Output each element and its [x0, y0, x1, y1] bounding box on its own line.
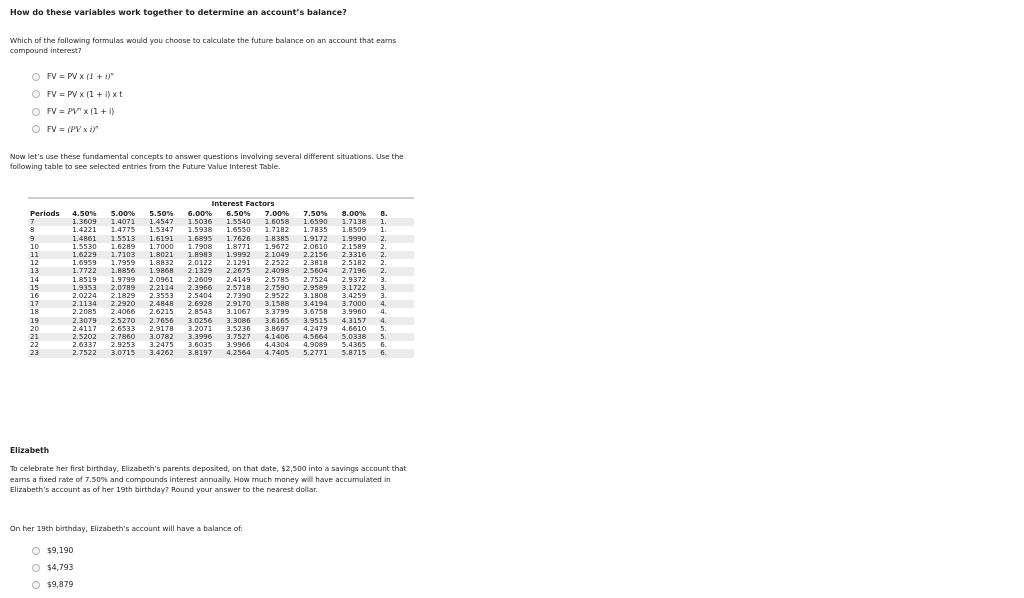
table-caption: Interest Factors: [72, 199, 414, 210]
factor-cell: 3.0782: [149, 333, 188, 341]
factor-cell: 1.8519: [72, 275, 97, 284]
factor-cell: 2.: [380, 242, 387, 251]
factor-cell: 6.: [380, 341, 387, 350]
factor-cell: 2.3316: [342, 251, 381, 259]
factor-cell: 1.8856: [111, 267, 150, 275]
factor-cell: 2.0961: [149, 275, 174, 284]
factor-cell: 4.7405: [265, 349, 304, 357]
factor-cell: 6.: [380, 349, 414, 357]
factor-cell: 1.6229: [72, 251, 111, 259]
factor-cell: 1.4861: [72, 235, 111, 243]
factor-cell: 4.: [380, 300, 414, 308]
factor-cell: 1.5347: [149, 226, 174, 235]
factor-cell: 2.: [380, 235, 414, 243]
factor-cell: 1.7103: [111, 251, 150, 259]
question-title: How do these variables work together to determine an account’s balance?: [10, 8, 347, 17]
factor-cell: 5.0338: [342, 333, 381, 341]
factor-cell: 1.9353: [72, 284, 111, 292]
factor-cell: 1.5530: [72, 242, 97, 251]
factor-cell: 5.8715: [342, 349, 381, 357]
formula-options: [32, 68, 122, 138]
radio-button[interactable]: [32, 90, 40, 98]
factor-cell: 1.9799: [110, 275, 136, 284]
factor-cell: 3.4262: [149, 349, 188, 357]
table-row: [28, 349, 414, 357]
factor-cell: 3.6758: [303, 308, 328, 317]
period-cell: 11: [28, 251, 72, 259]
radio-button[interactable]: [32, 581, 40, 589]
factor-cell: 1.4547: [149, 218, 188, 226]
factor-cell: 3.1808: [303, 292, 328, 301]
period-cell: 9: [28, 235, 72, 243]
factor-cell: 1.7626: [226, 235, 265, 243]
factor-cell: 3.1067: [226, 308, 251, 317]
factor-cell: 2.9170: [226, 300, 265, 308]
radio-button[interactable]: [32, 73, 40, 81]
factor-cell: 2.9253: [110, 341, 136, 350]
table-row: [28, 325, 414, 333]
factor-cell: 2.7196: [342, 267, 381, 275]
factor-cell: 4.5664: [303, 333, 342, 341]
factor-cell: 4.3157: [342, 317, 381, 325]
factor-cell: 4.4304: [264, 341, 290, 350]
answer-label: $9,190: [47, 546, 74, 555]
factor-cell: 1.: [380, 226, 387, 235]
table-row: [28, 333, 414, 341]
factor-cell: 2.1589: [341, 242, 367, 251]
factor-cell: 2.1049: [265, 251, 304, 259]
factor-cell: 1.9992: [226, 251, 265, 259]
factor-cell: 1.3609: [72, 218, 111, 226]
factor-cell: 2.7656: [149, 317, 188, 325]
radio-button[interactable]: [32, 125, 40, 133]
table-row: [28, 259, 414, 267]
factor-cell: 3.1588: [265, 300, 304, 308]
factor-cell: 2.8543: [187, 308, 213, 317]
factor-cell: 2.3966: [188, 284, 227, 292]
factor-cell: 2.9522: [264, 292, 290, 301]
factor-cell: 2.1329: [188, 267, 227, 275]
radio-button[interactable]: [32, 108, 40, 116]
table-header-periods: Periods: [30, 210, 60, 218]
table-row: [28, 235, 414, 243]
factor-cell: 2.7524: [303, 275, 328, 284]
factor-cell: 1.4775: [110, 226, 136, 235]
factor-cell: 1.6550: [226, 226, 251, 235]
table-row: [28, 300, 414, 308]
table-row: [28, 341, 414, 349]
factor-cell: 2.4098: [265, 267, 304, 275]
factor-cell: 2.0610: [303, 242, 328, 251]
factor-cell: 1.7722: [72, 267, 111, 275]
factor-cell: 1.6590: [303, 218, 342, 226]
factor-cell: 2.5270: [111, 317, 150, 325]
factor-cell: 2.: [380, 251, 414, 259]
table-row: [28, 276, 414, 284]
formula-option[interactable]: [32, 121, 122, 139]
factor-cell: 1.5513: [111, 235, 150, 243]
answer-option[interactable]: [32, 542, 73, 559]
table-row: [28, 243, 414, 251]
table-header-rate: 8.00%: [341, 210, 366, 218]
factor-cell: 2.5182: [341, 259, 367, 268]
factor-cell: 3.3799: [264, 308, 290, 317]
factor-cell: 2.2920: [111, 300, 150, 308]
table-caption-spacer: [28, 199, 72, 210]
factor-cell: 2.5202: [72, 333, 111, 341]
radio-button[interactable]: [32, 564, 40, 572]
period-cell: 20: [30, 324, 39, 333]
interest-factors-table: [28, 199, 414, 358]
factor-cell: 2.7590: [265, 284, 304, 292]
formula-option[interactable]: [32, 103, 122, 121]
factor-cell: 2.0122: [187, 259, 213, 268]
factor-cell: 2.: [380, 267, 414, 275]
factor-cell: 4.: [380, 308, 387, 317]
factor-cell: 2.7390: [226, 292, 251, 301]
factor-cell: 3.: [380, 275, 387, 284]
factor-cell: 2.1134: [72, 300, 111, 308]
factor-cell: 1.5938: [187, 226, 213, 235]
factor-cell: 2.9372: [341, 275, 367, 284]
factor-cell: 3.: [380, 284, 414, 292]
factor-cell: 1.8771: [226, 242, 251, 251]
factor-cell: 2.7522: [72, 349, 111, 357]
factor-cell: 2.2609: [187, 275, 213, 284]
balance-prompt: On her 19th birthday, Elizabeth’s account will have a balance of:: [10, 524, 243, 533]
formula-text: FV = (PV x i)$^n$: [47, 124, 99, 134]
factor-cell: 3.2475: [149, 341, 174, 350]
formula-option[interactable]: [32, 86, 122, 104]
table-header-rate: 5.00%: [110, 210, 135, 218]
factor-cell: 3.6035: [187, 341, 213, 350]
factor-cell: 5.: [380, 324, 387, 333]
factor-cell: 3.9960: [341, 308, 367, 317]
table-header-rate: 6.00%: [187, 210, 212, 218]
factor-cell: 1.9172: [303, 235, 342, 243]
factor-cell: 1.8832: [149, 259, 174, 268]
factor-cell: 2.4848: [149, 300, 188, 308]
factor-cell: 1.7000: [149, 242, 174, 251]
factor-cell: 2.2156: [303, 251, 342, 259]
factor-cell: 1.5540: [226, 218, 265, 226]
factor-cell: 3.8197: [188, 349, 227, 357]
table-intro-text: Now let’s use these fundamental concepts to answer questions involving several different situations. Use the following table to see selected entries from the Future Value Interest Table.: [10, 152, 404, 171]
period-cell: 19: [28, 317, 72, 325]
factor-cell: 1.9868: [149, 267, 188, 275]
factor-cell: 3.8697: [264, 324, 290, 333]
factor-cell: 2.2522: [264, 259, 290, 268]
period-cell: 15: [28, 284, 72, 292]
factor-cell: 1.: [380, 218, 414, 226]
table-body: [28, 218, 414, 357]
factor-cell: 4.6610: [341, 324, 367, 333]
formula-text: FV = $PV^n$ x (1 + i): [47, 106, 115, 117]
factor-cell: 3.7527: [226, 333, 265, 341]
factor-cell: 2.4149: [226, 275, 251, 284]
factor-cell: 1.4071: [111, 218, 150, 226]
factor-cell: 3.4194: [303, 300, 342, 308]
factor-cell: 3.5236: [226, 324, 251, 333]
table-row: [28, 284, 414, 292]
factor-cell: 1.4221: [72, 226, 97, 235]
factor-cell: 1.8021: [149, 251, 188, 259]
factor-cell: 1.7835: [303, 226, 328, 235]
factor-cell: 3.0715: [111, 349, 150, 357]
factor-cell: 3.7000: [342, 300, 381, 308]
answer-label: $9,879: [47, 580, 74, 589]
factor-cell: 1.6895: [188, 235, 227, 243]
table-row: [28, 218, 414, 226]
factor-cell: 1.6289: [110, 242, 136, 251]
factor-cell: 3.0256: [188, 317, 227, 325]
factor-cell: 2.5604: [303, 267, 342, 275]
table-header-rate: 8.: [380, 210, 388, 218]
factor-cell: 3.3086: [226, 317, 265, 325]
factor-cell: 1.8983: [188, 251, 227, 259]
factor-cell: 3.2071: [187, 324, 213, 333]
factor-cell: 1.6191: [149, 235, 188, 243]
factor-cell: 2.3079: [72, 317, 111, 325]
period-cell: 8: [30, 226, 35, 235]
factor-cell: 4.2479: [303, 324, 328, 333]
radio-button[interactable]: [32, 547, 40, 555]
period-cell: 23: [28, 349, 72, 357]
factor-cell: 3.6165: [265, 317, 304, 325]
factor-cell: 2.4066: [110, 308, 136, 317]
period-cell: 7: [28, 218, 72, 226]
table-row: [28, 267, 414, 275]
period-cell: 17: [28, 300, 72, 308]
table-row: [28, 317, 414, 325]
table-header-rate: 5.50%: [149, 210, 174, 218]
factor-cell: 4.: [380, 317, 414, 325]
table-header-rate: 4.50%: [72, 210, 97, 218]
formula-question-text: Which of the following formulas would you choose to calculate the future balance on an account that earns compound interest?: [10, 36, 397, 55]
factor-cell: 1.9672: [264, 242, 290, 251]
factor-cell: 2.5404: [187, 292, 213, 301]
factor-cell: 2.7860: [111, 333, 150, 341]
table-header-rate: 7.00%: [264, 210, 289, 218]
period-cell: 21: [28, 333, 72, 341]
factor-cell: 1.6959: [72, 259, 97, 268]
section-title: Elizabeth: [10, 446, 50, 455]
period-cell: 16: [30, 292, 39, 301]
factor-cell: 2.1829: [110, 292, 136, 301]
factor-cell: 5.4365: [341, 341, 367, 350]
table-row: [28, 251, 414, 259]
answer-label: $4,793: [47, 563, 74, 572]
factor-cell: 5.: [380, 333, 414, 341]
answer-options: [32, 542, 73, 593]
factor-cell: 3.9515: [303, 317, 342, 325]
factor-cell: 1.7959: [110, 259, 136, 268]
factor-cell: 3.3996: [188, 333, 227, 341]
table-row: [28, 292, 414, 300]
factor-cell: 1.6058: [265, 218, 304, 226]
period-cell: 13: [28, 267, 72, 275]
answer-option[interactable]: [32, 576, 73, 593]
factor-cell: 1.5036: [188, 218, 227, 226]
factor-cell: 2.: [380, 259, 387, 268]
factor-cell: 5.2771: [303, 349, 342, 357]
factor-cell: 4.1406: [265, 333, 304, 341]
factor-cell: 2.2085: [72, 308, 97, 317]
period-cell: 12: [30, 259, 39, 268]
interest-table-scroll[interactable]: [28, 197, 414, 358]
factor-cell: 2.4117: [72, 324, 97, 333]
factor-cell: 2.0789: [111, 284, 150, 292]
period-cell: 14: [30, 275, 39, 284]
formula-text: FV = PV x (1 + i) x t: [47, 89, 123, 99]
elizabeth-problem-text: To celebrate her first birthday, Elizabeth’s parents deposited, on that date, $2,500 into a savings account that earns a fixed rate of 7.50% and compounds interest annually. How much money will have accumulated in Elizabeth’s account as of her 19th birthday? Round your answer to the nearest dollar.: [10, 464, 407, 494]
factor-cell: 3.: [380, 292, 387, 301]
factor-cell: 2.2114: [149, 284, 188, 292]
factor-cell: 2.6533: [110, 324, 136, 333]
factor-cell: 1.7908: [187, 242, 213, 251]
factor-cell: 1.9990: [342, 235, 381, 243]
factor-cell: 2.2675: [226, 267, 265, 275]
factor-cell: 1.7182: [264, 226, 290, 235]
table-header-rate: 6.50%: [226, 210, 251, 218]
factor-cell: 1.8385: [265, 235, 304, 243]
table-row: [28, 308, 414, 316]
factor-cell: 1.7138: [342, 218, 381, 226]
factor-cell: 3.1722: [342, 284, 381, 292]
period-cell: 22: [30, 341, 39, 350]
factor-cell: 2.9589: [303, 284, 342, 292]
factor-cell: 4.2564: [226, 349, 265, 357]
formula-text: FV = PV x $(1 + i)^n$: [47, 71, 114, 82]
period-cell: 10: [30, 242, 39, 251]
factor-cell: 3.9966: [226, 341, 251, 350]
table-header-row: [28, 210, 414, 218]
factor-cell: 4.9089: [303, 341, 328, 350]
factor-cell: 2.6337: [72, 341, 97, 350]
formula-option[interactable]: [32, 68, 122, 86]
factor-cell: 2.5785: [264, 275, 290, 284]
factor-cell: 2.3553: [149, 292, 174, 301]
table-row: [28, 226, 414, 234]
factor-cell: 2.0224: [72, 292, 97, 301]
factor-cell: 3.4259: [341, 292, 367, 301]
factor-cell: 2.3818: [303, 259, 328, 268]
factor-cell: 1.8509: [341, 226, 367, 235]
factor-cell: 2.1291: [226, 259, 251, 268]
factor-cell: 2.6215: [149, 308, 174, 317]
factor-cell: 2.5718: [226, 284, 265, 292]
table-header-rate: 7.50%: [303, 210, 328, 218]
factor-cell: 2.9178: [149, 324, 174, 333]
answer-option[interactable]: [32, 559, 73, 576]
factor-cell: 2.6928: [188, 300, 227, 308]
period-cell: 18: [30, 308, 39, 317]
